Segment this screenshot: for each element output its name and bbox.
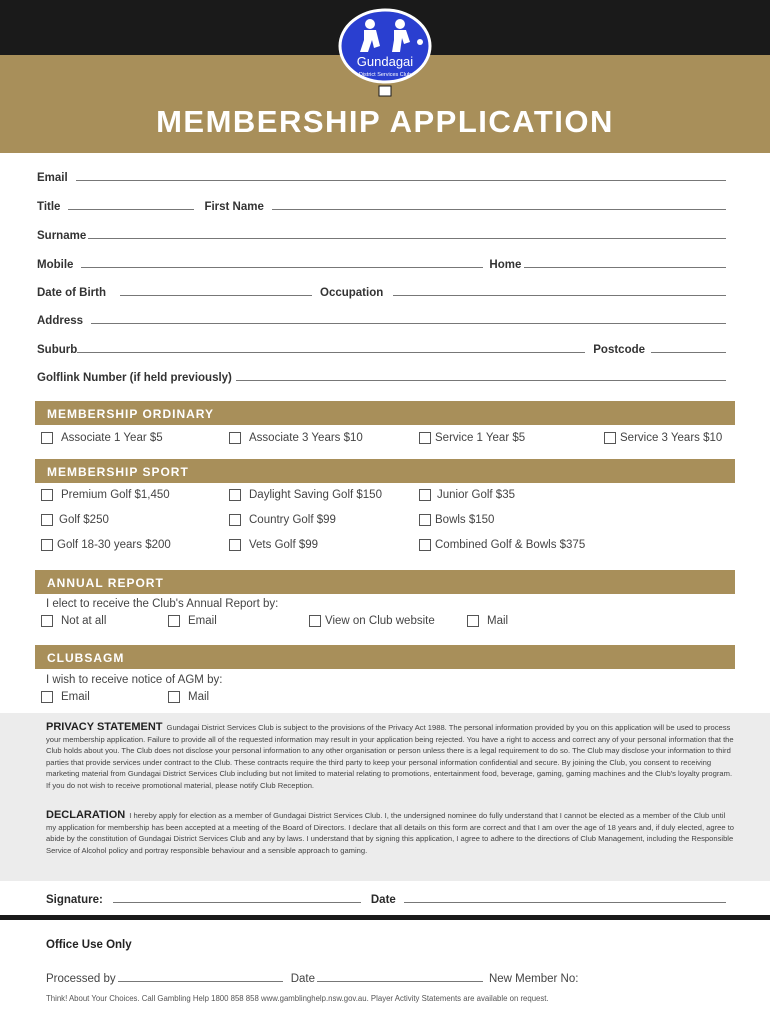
declaration-title: DECLARATION [46, 809, 126, 821]
option-annual-mail[interactable]: Mail [467, 615, 508, 627]
address-row [37, 309, 726, 327]
privacy-statement [46, 722, 736, 791]
membership-ordinary-heading: MEMBERSHIP ORDINARY [35, 401, 735, 425]
option-annual-email[interactable]: Email [168, 615, 217, 627]
suburb-field[interactable] [77, 352, 585, 353]
option-annual-website[interactable]: View on Club website [309, 615, 435, 627]
option-daylight-saving-golf[interactable]: Daylight Saving Golf $150 [229, 489, 382, 501]
checkbox[interactable] [41, 615, 53, 627]
first-name-label: First Name [204, 201, 264, 213]
address-field[interactable] [91, 323, 726, 324]
new-member-no-label: New Member No: [488, 973, 579, 985]
option-annual-not-at-all[interactable]: Not at all [41, 615, 106, 627]
dob-label: Date of Birth [37, 287, 106, 299]
date-field[interactable] [404, 902, 726, 903]
checkbox[interactable] [229, 432, 241, 444]
surname-field[interactable] [88, 238, 726, 239]
page-title: MEMBERSHIP APPLICATION [156, 104, 614, 139]
checkbox[interactable] [41, 691, 53, 703]
golflink-row [37, 366, 726, 384]
checkbox[interactable] [419, 432, 431, 444]
option-junior-golf[interactable]: Junior Golf $35 [419, 489, 515, 501]
option-country-golf[interactable]: Country Golf $99 [229, 514, 336, 526]
club-logo [334, 8, 436, 102]
first-name-field[interactable] [272, 209, 726, 210]
surname-label: Surname [37, 230, 87, 242]
postcode-field[interactable] [651, 352, 726, 353]
checkbox[interactable] [41, 539, 53, 551]
title-field[interactable] [68, 209, 194, 210]
checkbox[interactable] [309, 615, 321, 627]
declaration-text: I hereby apply for election as a member of Gundagai District Services Club. I, the undersigned nominee do fully understand that I cannot be elected as a member of the Club until my application for membership has been accepted at a meeting of the Board of Directors. I declare that all details on this form are correct and that I am over the age of 18 years and, if duly elected, agree to abide by the constitution of Gundagai District Services Club and any by laws. I understand that by signing this application, I agree to adhere to the directions of Club Management, including the Responsible Service of Alcohol policy and portray responsible behaviour and a sensible approach to gaming. [46, 811, 735, 855]
bottom-dark-bar [0, 915, 770, 920]
suburb-label: Suburb [37, 344, 78, 356]
address-label: Address [37, 315, 84, 327]
surname-row [37, 224, 726, 242]
suburb-row [37, 338, 726, 356]
checkbox[interactable] [467, 615, 479, 627]
processed-by-label: Processed by [46, 973, 116, 985]
option-combined-golf-bowls[interactable]: Combined Golf & Bowls $375 [419, 539, 585, 551]
checkbox[interactable] [604, 432, 616, 444]
option-bowls[interactable]: Bowls $150 [419, 514, 494, 526]
email-label: Email [37, 172, 68, 184]
option-agm-mail[interactable]: Mail [168, 691, 209, 703]
email-field[interactable] [76, 180, 726, 181]
option-associate-1-year[interactable]: Associate 1 Year $5 [41, 432, 163, 444]
checkbox[interactable] [419, 489, 431, 501]
option-vets-golf[interactable]: Vets Golf $99 [229, 539, 318, 551]
email-row [37, 166, 726, 184]
dob-occupation-row [37, 281, 726, 299]
privacy-title: PRIVACY STATEMENT [46, 721, 163, 733]
golflink-label: Golflink Number (if held previously) [37, 372, 232, 384]
option-golf[interactable]: Golf $250 [41, 514, 109, 526]
mobile-field[interactable] [81, 267, 483, 268]
checkbox[interactable] [229, 539, 241, 551]
option-service-1-year[interactable]: Service 1 Year $5 [419, 432, 525, 444]
mobile-label: Mobile [37, 259, 74, 271]
checkbox[interactable] [419, 514, 431, 526]
signature-row [46, 888, 726, 906]
date-label: Date [370, 894, 396, 906]
home-field[interactable] [524, 267, 726, 268]
occupation-label: Occupation [320, 287, 384, 299]
option-premium-golf[interactable]: Premium Golf $1,450 [41, 489, 170, 501]
privacy-text: Gundagai District Services Club is subject to the provisions of the Privacy Act 1988. The personal information provided by you on this application will be used to process your membership application. Failure to provide all of the requested information may result in your application being rejected. You have a right to access and correct any of your personal information that the Club holds about you. The Club does not disclose your personal information to any other organisation or person unless there is a legal requirement to do so. The Club may disclose your information to third parties that provide services under contract to the Club. These contracts require the third party to keep your personal information confidential and secure. By joining the Club, you consent to receiving marketing material from Gundagai District Services Club including but not limited to material relating to promotions, entertainment food, beverage, gaming, gaming machines and the Club's loyalty program. If you do not wish to receive promotional material, please notify Club Reception. [46, 723, 734, 790]
checkbox[interactable] [229, 489, 241, 501]
checkbox[interactable] [41, 514, 53, 526]
processed-by-field[interactable] [118, 981, 283, 982]
footer-gambling-notice: Think! About Your Choices. Call Gambling Help 1800 858 858 www.gamblinghelp.nsw.gov.au. Player Activity Statements are available on request. [46, 994, 549, 1003]
signature-label: Signature: [46, 894, 103, 906]
postcode-label: Postcode [593, 344, 646, 356]
option-service-3-years[interactable]: Service 3 Years $10 [604, 432, 722, 444]
option-golf-18-30[interactable]: Golf 18-30 years $200 [41, 539, 171, 551]
checkbox[interactable] [41, 432, 53, 444]
option-associate-3-years[interactable]: Associate 3 Years $10 [229, 432, 363, 444]
phone-row [37, 253, 726, 271]
declaration [46, 810, 736, 856]
office-use-title: Office Use Only [46, 939, 132, 951]
occupation-field[interactable] [393, 295, 726, 296]
option-agm-email[interactable]: Email [41, 691, 90, 703]
title-name-row [37, 195, 726, 213]
title-label: Title [37, 201, 61, 213]
checkbox[interactable] [229, 514, 241, 526]
checkbox[interactable] [419, 539, 431, 551]
logo-text: Gundagai [356, 54, 414, 69]
membership-sport-heading: MEMBERSHIP SPORT [35, 459, 735, 483]
office-date-label: Date [290, 973, 315, 985]
annual-report-prompt: I elect to receive the Club's Annual Report by: [46, 598, 279, 610]
signature-field[interactable] [113, 902, 361, 903]
office-use-row [46, 967, 726, 985]
golflink-field[interactable] [236, 380, 726, 381]
checkbox[interactable] [168, 691, 180, 703]
agm-prompt: I wish to receive notice of AGM by: [46, 674, 223, 686]
office-date-field[interactable] [317, 981, 483, 982]
annual-report-heading: ANNUAL REPORT [35, 570, 735, 594]
dob-field[interactable] [120, 295, 312, 296]
home-label: Home [489, 259, 522, 271]
checkbox[interactable] [41, 489, 53, 501]
logo-subtext: District Services Club [358, 72, 412, 78]
checkbox[interactable] [168, 615, 180, 627]
clubs-agm-heading: CLUBSAGM [35, 645, 735, 669]
